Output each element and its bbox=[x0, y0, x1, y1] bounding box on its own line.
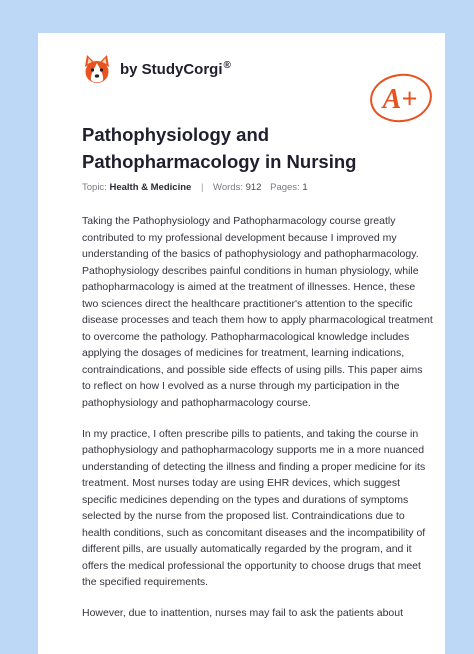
topic-label: Topic: bbox=[82, 182, 107, 193]
grade-a-plus-badge bbox=[366, 71, 436, 125]
registered-mark: ® bbox=[223, 60, 231, 71]
document-page bbox=[38, 33, 445, 654]
brand-header[interactable] bbox=[82, 53, 231, 85]
words-value: 912 bbox=[245, 182, 262, 193]
paragraph: Taking the Pathophysiology and Pathopharmacology course greatly contributed to my professional development because I improved my understanding of the basics of pathophysiology and pathopharmacology. Pathophysiology describes painful conditions in human physiology, while pathopharmacology is aimed at the treatment of illnesses. Hence, these two sciences direct the healthcare practitioner's attention to the specific disease processes and teach them how to apply pharmacological treatment to overcome the pathology. Pathopharmacological knowledge includes applying the dosages of medicines for treatment, learning indications, contraindications, and possible side effects of using pills. This paper aims to reflect on how I evolved as a nurse through my participation in the pathophysiology and pathopharmacology course. bbox=[82, 215, 433, 409]
paragraph: In my practice, I often prescribe pills to patients, and taking the course in pathophysiology and pathopharmacology supports me in a more nuanced understanding of detecting the illness and finding a proper medicine for its treatment. Most nurses today are using EHR devices, which suggest specific medicines depending on the types and durations of symptoms selected by the nurse from the proposed list. Contraindications due to health conditions, such as concomitant diseases and the incompatibility of different pills, are usually automatically regarded by the program, and it offers the medical professional the opportunity to choose drugs that meet the specified requirements. bbox=[82, 427, 426, 588]
meta-separator: | bbox=[200, 182, 204, 193]
paragraph: However, due to inattention, nurses may fail to ask the patients about bbox=[82, 607, 404, 619]
pages-label: Pages: bbox=[270, 182, 300, 193]
pages-value: 1 bbox=[302, 182, 308, 193]
document-body bbox=[82, 213, 434, 636]
grade-text: A+ bbox=[382, 84, 418, 115]
topic-value[interactable]: Health & Medicine bbox=[109, 182, 192, 193]
document-title: Pathophysiology and Pathopharmacology in Nursing bbox=[82, 124, 357, 172]
words-label: Words: bbox=[213, 182, 243, 193]
document-meta bbox=[82, 182, 308, 193]
brand-name: by StudyCorgi® bbox=[120, 60, 231, 78]
corgi-logo-icon bbox=[82, 53, 112, 85]
